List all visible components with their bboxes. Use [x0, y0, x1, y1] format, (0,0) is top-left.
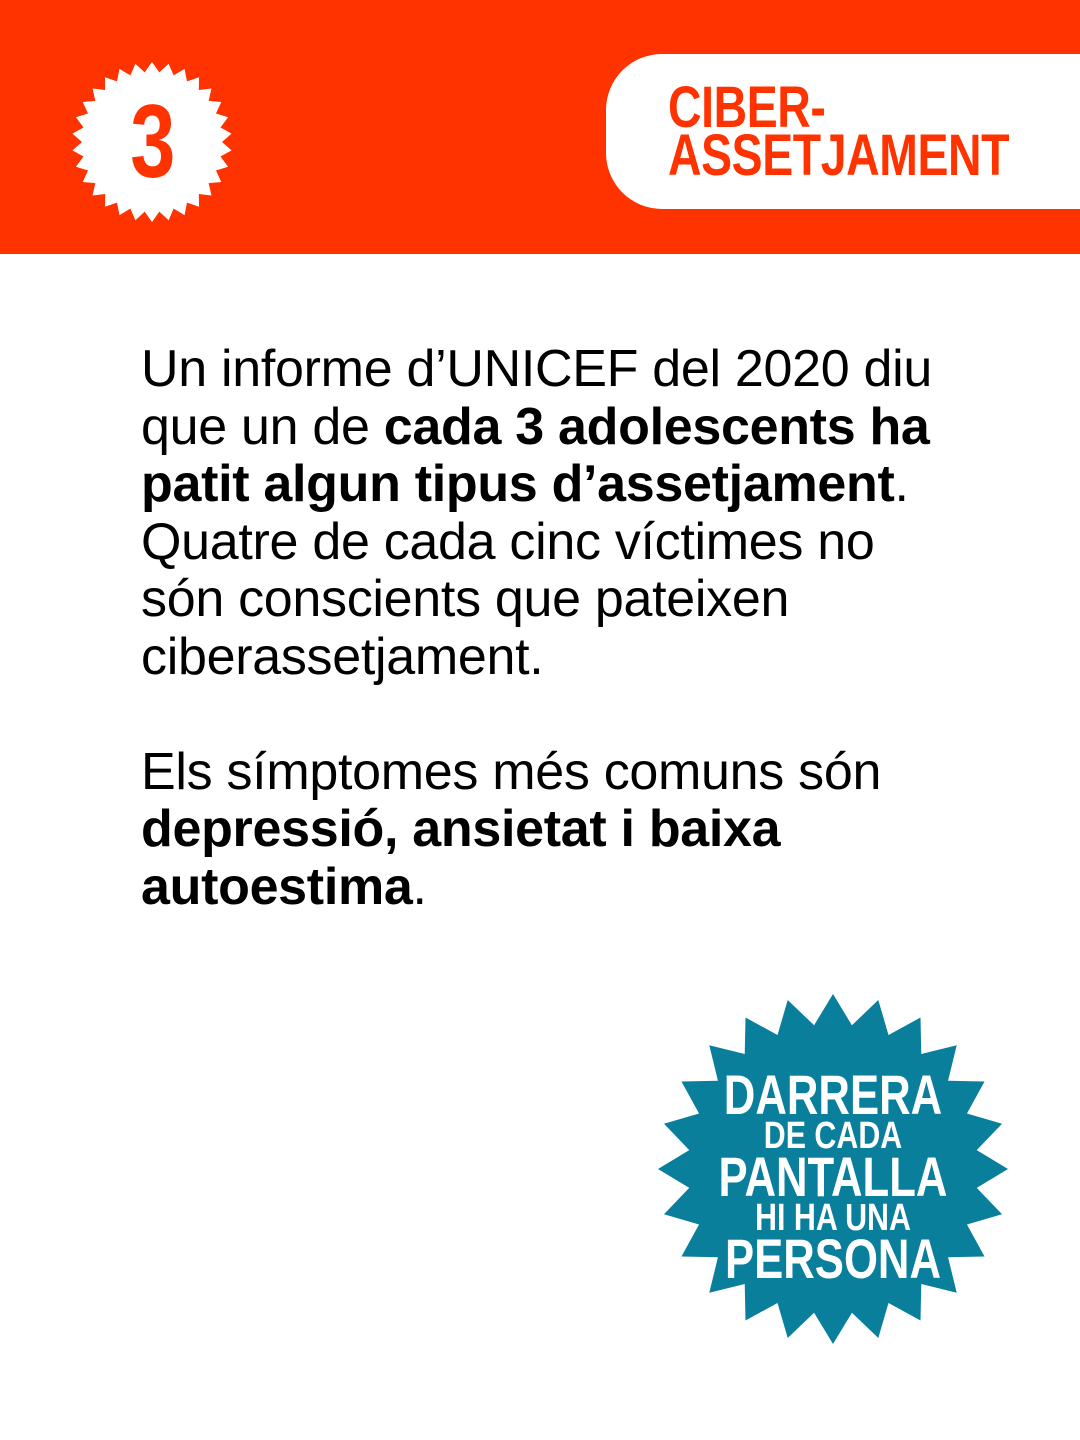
paragraph-2-tail: . — [412, 857, 427, 916]
paragraph-1-highlight: cada 3 adolescents ha patit algun tipus d’assetjament — [141, 397, 930, 513]
slogan-line-5: PERSONA — [724, 1227, 942, 1290]
slogan-line-3: PANTALLA — [718, 1145, 948, 1208]
section-title-line1: CIBER- — [668, 75, 826, 140]
body-text — [141, 341, 941, 916]
paragraph-2-highlight: depressió, ansietat i baixa autoestima — [141, 800, 781, 916]
number-badge — [72, 62, 232, 222]
slogan-line-1: DARRERA — [723, 1063, 943, 1126]
paragraph-1-tail: . Quatre de cada cinc víctimes no són conscients que pateixen ciberassetjament. — [141, 455, 909, 686]
slogan-text — [657, 1063, 1009, 1290]
section-number: 3 — [130, 84, 174, 200]
slogan-line-4: HI HA UNA — [755, 1197, 911, 1239]
paragraph-2 — [141, 744, 941, 917]
paragraph-1 — [141, 341, 941, 686]
section-title-line2: ASSETJAMENT — [668, 123, 1010, 188]
paragraph-1-lead: Un informe d’UNICEF del 2020 diu que un de — [141, 340, 932, 456]
section-title — [668, 75, 1010, 188]
slogan-stamp — [657, 993, 1009, 1345]
paragraph-2-lead: Els símptomes més comuns són — [141, 742, 882, 801]
slogan-line-2: DE CADA — [763, 1115, 903, 1157]
